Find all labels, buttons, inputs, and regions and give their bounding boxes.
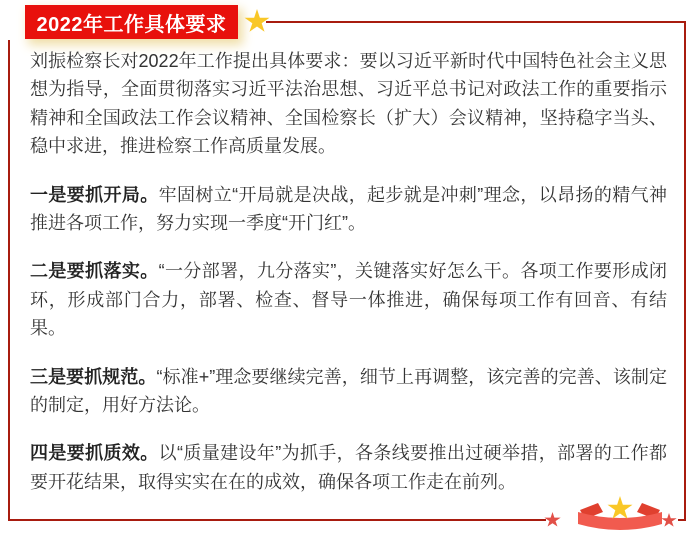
red-star-icon — [544, 512, 561, 528]
intro-paragraph — [30, 47, 667, 161]
point-1-label: 一是要抓开局。 — [30, 184, 159, 205]
point-3-label: 三是要抓规范。 — [30, 366, 157, 387]
frame-top-rule — [266, 21, 686, 23]
section-title: 2022年工作具体要求 — [36, 13, 227, 36]
point-2-label: 二是要抓落实。 — [30, 261, 159, 282]
point-paragraph — [30, 257, 667, 342]
point-4-text: 以“质量建设年”为抓手，各条线要推出过硬举措，部署的工作都要开花结果，取得实实在在的成效，确保各项工作走在前列。 — [30, 443, 667, 492]
point-2-text: “一分部署，九分落实”，关键落实好怎么干。各项工作要形成闭环，形成部门合力，部署、检查、督导一体推进，确保每项工作有回音、有结果。 — [30, 261, 667, 339]
frame-right-rule — [684, 21, 686, 521]
content-area — [30, 47, 667, 496]
point-paragraph — [30, 181, 667, 238]
intro-text: 刘振检察长对2022年工作提出具体要求：要以习近平新时代中国特色社会主义思想为指导，全面贯彻落实习近平法治思想、习近平总书记对政法工作的重要指示精神和全国政法工作会议精神、全国检察长（扩大）会议精神，坚持稳字当头、稳中求进，推进检察工作高质量发展。 — [30, 51, 667, 157]
point-3-text: “标准+”理念要继续完善，细节上再调整，该完善的完善、该制定的制定，用好方法论。 — [30, 366, 667, 416]
frame-bottom-rule-left — [8, 519, 546, 521]
point-paragraph — [30, 439, 667, 496]
point-paragraph — [30, 363, 667, 420]
frame-bottom-rule-right — [678, 519, 686, 521]
section-title-banner — [25, 5, 238, 39]
frame-left-rule — [8, 40, 10, 521]
point-1-text: 牢固树立“开局就是决战，起步就是冲刺”理念，以昂扬的精气神推进各项工作，努力实现一季度“开门红”。 — [30, 184, 667, 234]
point-4-label: 四是要抓质效。 — [30, 443, 159, 464]
